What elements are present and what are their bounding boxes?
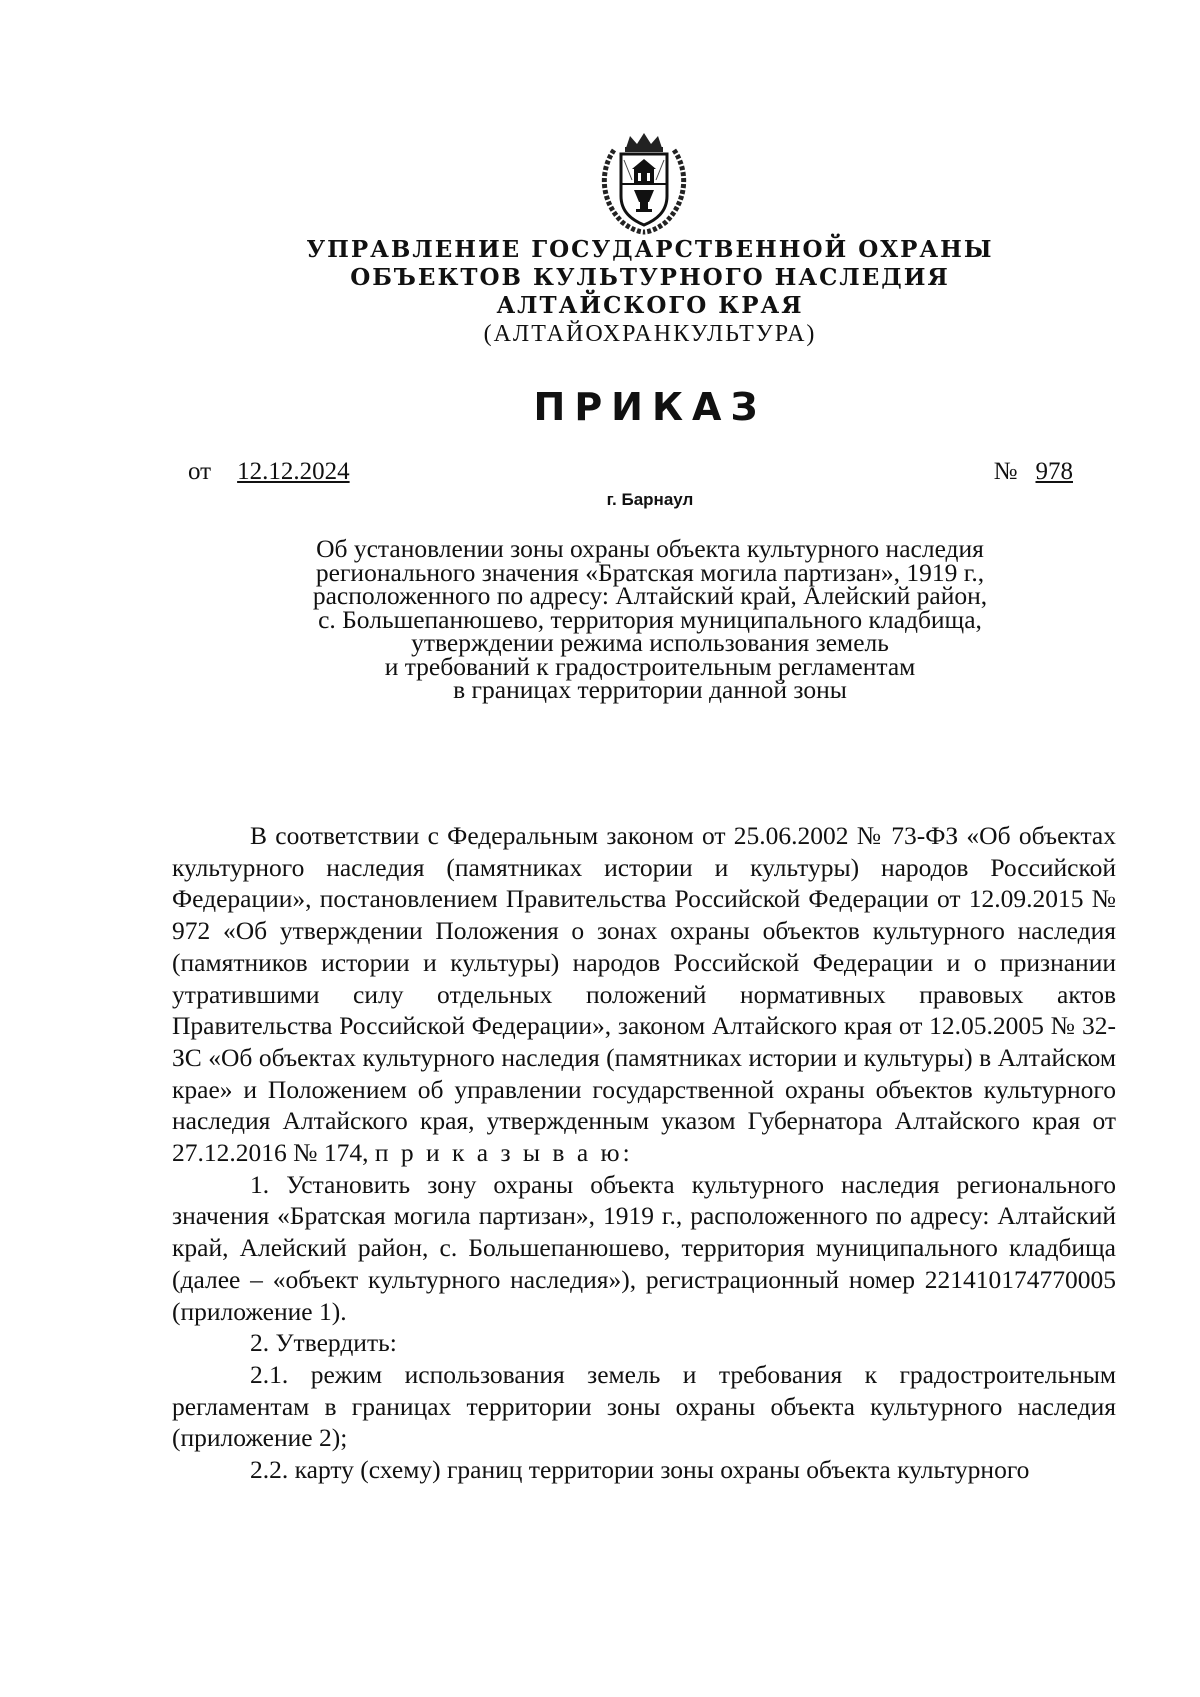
item-1-paragraph: 1. Установить зону охраны объекта культурного наследия регионального значения «Братская могила партизан», 1919 г., расположенного по адресу: Алтайский край, Алейский район, с. Большепанюшево, территория муниципального кладбища (далее – «объект культурного наследия»), регистрационный номер 221410174770005 (приложение 1).: [172, 1169, 1116, 1326]
subject-line: с. Большепанюшево, территория муниципального кладбища,: [318, 604, 982, 634]
order-number: [994, 458, 1073, 486]
item-2-paragraph: 2. Утвердить:: [250, 1328, 397, 1358]
order-date: [188, 458, 350, 486]
date-value: 12.12.2024: [237, 458, 350, 485]
order-body: [172, 820, 1116, 1486]
number-prefix: №: [993, 458, 1018, 485]
preamble-text: В соответствии с Федеральным законом от 25.06.2002 № 73-ФЗ «Об объектах культурного наследия (памятниках истории и культуры) народов Российской Федерации», постановлением Правительства Российской Федерации от 12.09.2015 № 972 «Об утверждении Положения о зонах охраны объектов культурного наследия (памятников истории и культуры) народов Российской Федерации и о признании утратившими силу отдельных положений нормативных правовых актов Правительства Российской Федерации», законом Алтайского края от 12.05.2005 № 32-ЗС «Об объектах культурного наследия (памятниках истории и культуры) в Алтайском крае» и Положением об управлении государственной охраны объектов культурного наследия Алтайского края, утвержденным указом Губернатора Алтайского края от 27.12.2016 № 174,: [172, 821, 1116, 1168]
subject-line: регионального значения «Братская могила партизан», 1919 г.,: [315, 557, 985, 587]
subject-line: в границах территории данной зоны: [453, 675, 847, 704]
preamble-paragraph: [172, 820, 1116, 1169]
agency-name-line-1: УПРАВЛЕНИЕ ГОСУДАРСТВЕННОЙ ОХРАНЫ: [306, 236, 994, 263]
date-prefix: от: [188, 458, 212, 485]
altai-krai-coat-of-arms-icon: [594, 130, 694, 235]
item-2-1-paragraph: 2.1. режим использования земель и требования к градостроительным регламентам в границах территории зоны охраны объекта культурного наследия (приложение 2);: [172, 1359, 1116, 1453]
item-2-2-paragraph: 2.2. карту (схему) границ территории зоны охраны объекта культурного: [250, 1455, 1030, 1485]
agency-header: [200, 236, 1100, 348]
document-title: ПРИКАЗ: [533, 385, 767, 429]
agency-name-line-3: АЛТАЙСКОГО КРАЯ: [496, 292, 804, 319]
command-word: п р и к а з ы в а ю:: [374, 1138, 633, 1168]
subject-line: Об установлении зоны охраны объекта культурного наследия: [316, 534, 984, 563]
subject-line: и требований к градостроительным регламентам: [384, 651, 916, 681]
order-subject: [200, 534, 1100, 704]
subject-line: утверждении режима использования земель: [411, 628, 889, 657]
agency-abbreviation: (АЛТАЙОХРАНКУЛЬТУРА): [483, 321, 817, 347]
city-label: г. Барнаул: [606, 490, 694, 509]
number-value: 978: [1035, 458, 1073, 485]
agency-name-line-2: ОБЪЕКТОВ КУЛЬТУРНОГО НАСЛЕДИЯ: [350, 264, 950, 291]
subject-line: расположенного по адресу: Алтайский край, Алейский район,: [312, 581, 988, 610]
